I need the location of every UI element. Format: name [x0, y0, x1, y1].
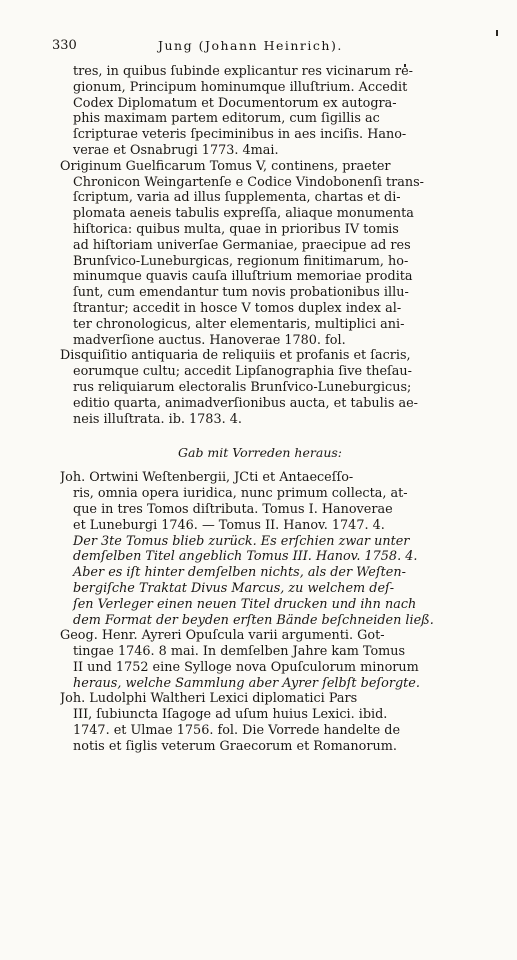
- text-line: demſelben Titel angeblich Tomus III. Hanov. 1758. 4.: [73, 549, 418, 565]
- text-line: tingae 1746. 8 mai. In demſelben Jahre kam Tomus: [73, 644, 406, 660]
- entry-walther: [60, 691, 500, 754]
- running-head-title: Jung (Johann Heinrich).: [158, 38, 343, 53]
- text-line: Aber es iſt hinter demſelben nichts, als der Weſten-: [73, 565, 406, 581]
- text-line: phis maximam partem editorum, cum ſigillis ac: [73, 111, 380, 127]
- text-line: ſen Verleger einen neuen Titel drucken und ihn nach: [73, 596, 417, 612]
- text-line: Disquiſitio antiquaria de reliquiis et profanis et ſacris,: [60, 348, 411, 364]
- text-line: madverſione auctus. Hanoverae 1780. fol.: [73, 332, 346, 348]
- text-line: notis et ſiglis veterum Graecorum et Romanorum.: [73, 738, 397, 754]
- entry-ayrer: [60, 628, 500, 691]
- text-line: Der 3te Tomus blieb zurück. Es erſchien zwar unter: [73, 533, 410, 549]
- text-line: Chronicon Weingartenſe e Codice Vindobonenſi trans-: [73, 174, 425, 190]
- text-line: Geog. Henr. Ayreri Opuſcula varii argumenti. Got-: [60, 628, 385, 644]
- text-line: III, ſubiuncta Iſagoge ad uſum huius Lexici. ibid.: [73, 707, 388, 723]
- text-line: eorumque cultu; accedit Lipſanographia ſive theſau-: [73, 364, 412, 380]
- scan-speck: [496, 30, 498, 36]
- text-line: Joh. Ludolphi Waltheri Lexici diplomatici Pars: [60, 691, 358, 707]
- text-line: ad hiſtoriam univerſae Germaniae, praecipue ad res: [73, 237, 411, 253]
- text-line: plomata aeneis tabulis expreſſa, aliaque monumenta: [73, 206, 414, 222]
- text-line: ſunt, cum emendantur tum novis probationibus illu-: [73, 285, 409, 301]
- text-line: hiſtorica: quibus multa, quae in prioribus IV tomis: [73, 221, 399, 237]
- text-line: ris, omnia opera iuridica, nunc primum collecta, at-: [73, 486, 408, 502]
- section-subheading: Gab mit Vorreden heraus:: [178, 445, 342, 461]
- entry-westenberg: [60, 470, 500, 628]
- text-line: Brunſvico-Luneburgicas, regionum finitimarum, ho-: [73, 253, 409, 269]
- text-line: et Luneburgi 1746. — Tomus II. Hanov. 1747. 4.: [73, 517, 385, 533]
- entry-origines-guelficae: [60, 159, 500, 349]
- text-line: 1747. et Ulmae 1756. fol. Die Vorrede handelte de: [73, 723, 401, 739]
- text-line: II und 1752 eine Sylloge nova Opuſculorum minorum: [73, 659, 419, 675]
- text-line: bergiſche Traktat Divus Marcus, zu welchem deſ-: [73, 580, 395, 596]
- text-line: rus reliquiarum electoralis Brunſvico-Luneburgicus;: [73, 379, 412, 395]
- text-line: editio quarta, animadverſionibus aucta, et tabulis ae-: [73, 395, 419, 411]
- text-line: ſcripturae veteris ſpeciminibus in aes inciſis. Hano-: [73, 127, 407, 143]
- text-line: ter chronologicus, alter elementaris, multiplici ani-: [73, 316, 405, 332]
- text-line: dem Format der beyden erſten Bände beſchneiden ließ.: [73, 612, 434, 628]
- text-line: ſcriptum, varia ad illus ſupplementa, chartas et di-: [73, 190, 401, 206]
- text-line: verae et Osnabrugi 1773. 4mai.: [73, 142, 279, 158]
- text-line: minumque quavis cauſa illuſtrium memoriae prodita: [73, 269, 413, 285]
- text-line: tres, in quibus ſubinde explicantur res vicinarum re-: [73, 64, 413, 79]
- page-body: [60, 64, 500, 755]
- text-line: que in tres Tomos diſtributa. Tomus I. Hanoverae: [73, 501, 393, 517]
- text-line: ſtrantur; accedit in hosce V tomos duplex index al-: [73, 300, 402, 316]
- text-line: Originum Guelficarum Tomus V, continens, praeter: [60, 158, 391, 174]
- page-number: 330: [52, 38, 77, 53]
- text-line: heraus, welche Sammlung aber Ayrer ſelbſt beſorgte.: [73, 675, 420, 691]
- text-line: Codex Diplomatum et Documentorum ex autogra-: [73, 95, 397, 111]
- running-head: [0, 38, 517, 58]
- text-line: Joh. Ortwini Weſtenbergii, JCti et Antaeceſſo-: [60, 470, 354, 486]
- text-line: neis illuſtrata. ib. 1783. 4.: [73, 411, 242, 427]
- entry-continuation: [60, 64, 500, 159]
- text-line: gionum, Principum hominumque illuſtrium. Accedit: [73, 79, 408, 95]
- entry-disquisitio: [60, 348, 500, 427]
